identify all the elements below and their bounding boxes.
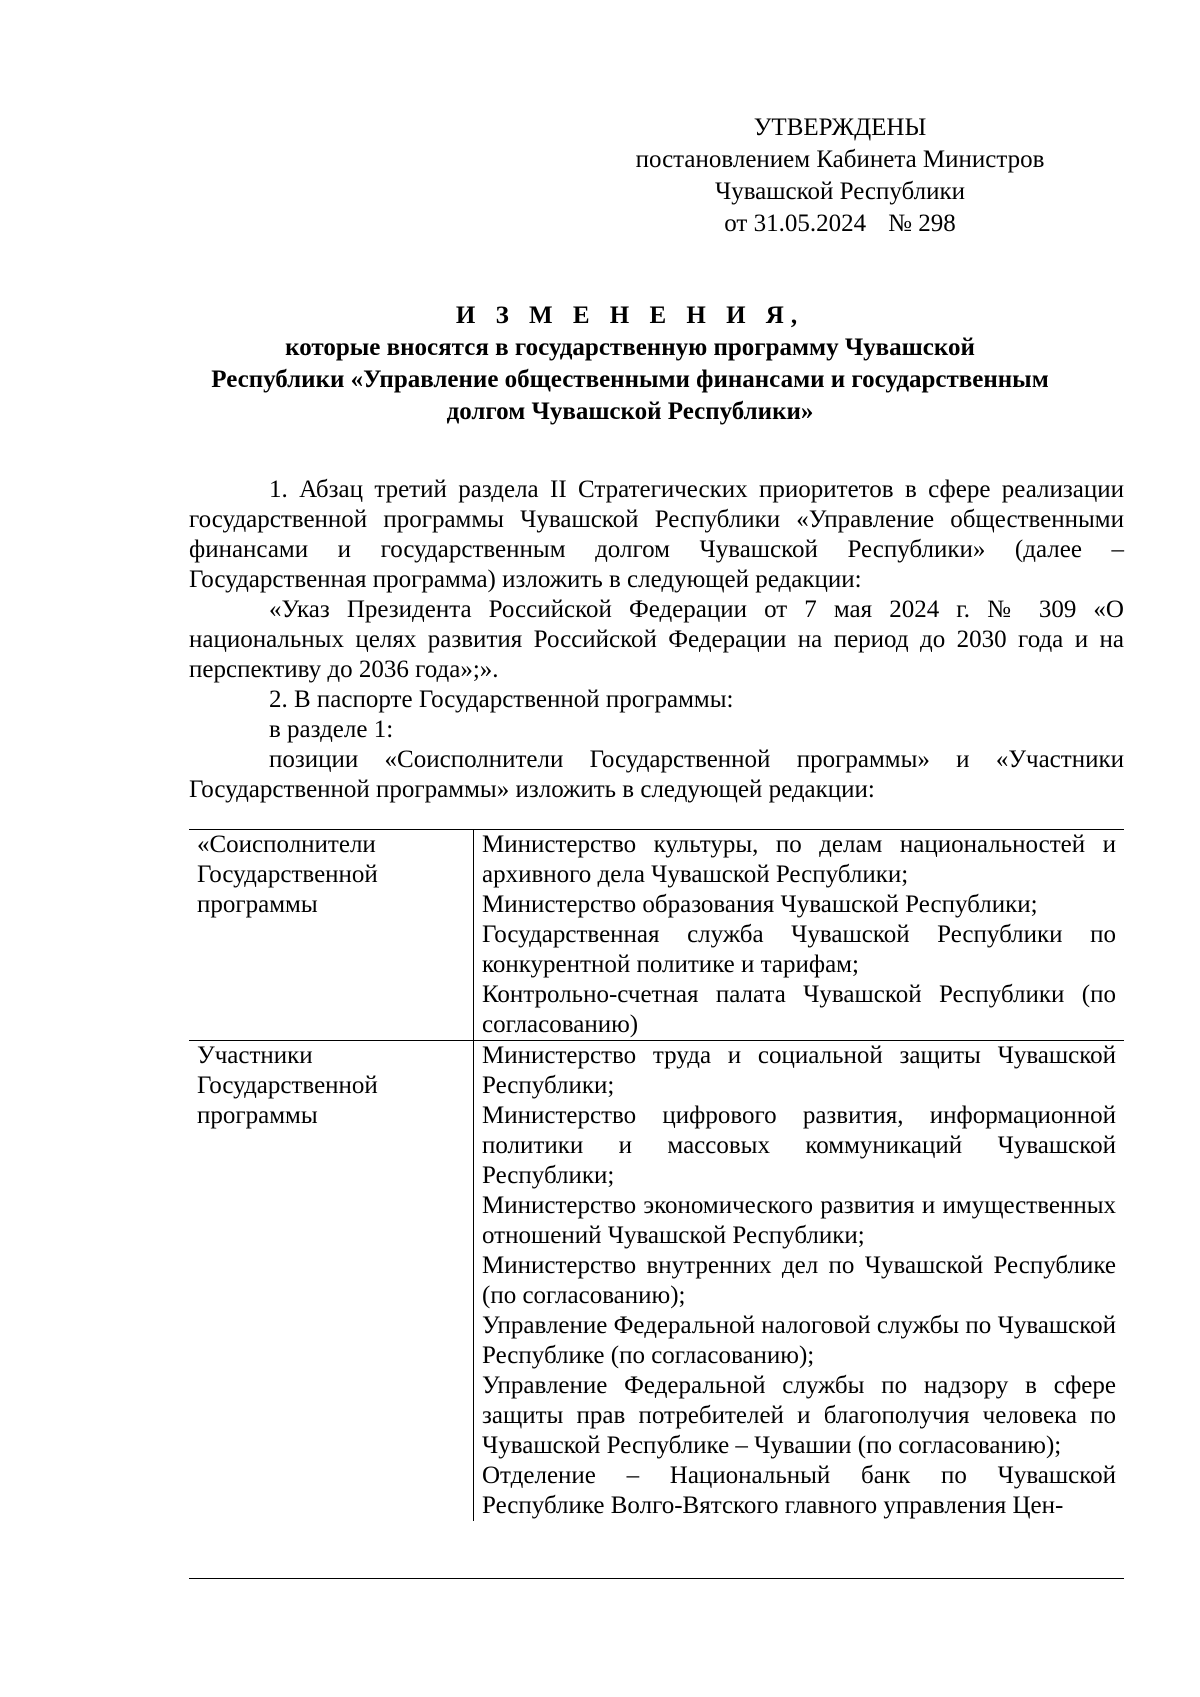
list-item: Управление Федеральной налоговой службы по Чувашской Республике (по согласованию); (482, 1312, 1116, 1369)
paragraph-item-1: 1. Абзац третий раздела II Стратегических приоритетов в сфере реализации государственной программы Чувашской Республики «Управление общественными финансами и государственным долгом Чувашской Республики» (далее – Государственная программа) изложить в следующей редакции: (189, 476, 1124, 593)
approval-date-line (600, 208, 1080, 240)
paragraph-section: в разделе 1: (269, 716, 394, 743)
table-row (189, 1041, 1124, 1522)
approval-issuer: постановлением Кабинета Министров (635, 146, 1045, 173)
approval-number: № 298 (888, 210, 956, 237)
approval-date: от 31.05.2024 (724, 210, 867, 237)
positions-table (189, 829, 1124, 1521)
paragraph-decree-quote: «Указ Президента Российской Федерации от 7 мая 2024 г. № 309 «О национальных целях развития Российской Федерации на период до 2030 года и на перспективу до 2036 года»;». (189, 596, 1124, 683)
title-line-2: Республики «Управление общественными финансами и государственным (211, 366, 1049, 393)
list-item: Министерство цифрового развития, информационной политики и массовых коммуникаций Чувашской Республики; (482, 1102, 1116, 1189)
document-body (189, 475, 1124, 805)
approval-region: Чувашской Республики (714, 178, 966, 205)
list-item: Государственная служба Чувашской Республики по конкурентной политике и тарифам; (482, 921, 1116, 978)
row-content-participants (474, 1041, 1125, 1522)
paragraph-item-2: 2. В паспорте Государственной программы: (269, 686, 734, 713)
document-title (170, 300, 1090, 428)
title-word: И З М Е Н Е Н И Я, (455, 302, 805, 329)
list-item: Министерство экономического развития и имущественных отношений Чувашской Республики; (482, 1192, 1116, 1249)
table-bottom-rule (189, 1578, 1124, 1579)
list-item: Министерство внутренних дел по Чувашской Республике (по согласованию); (482, 1252, 1116, 1309)
title-line-1: которые вносятся в государственную программу Чувашской (285, 334, 975, 361)
list-item: Министерство труда и социальной защиты Чувашской Республики; (482, 1042, 1116, 1099)
approval-heading: УТВЕРЖДЕНЫ (753, 114, 927, 141)
paragraph-positions: позиции «Соисполнители Государственной программы» и «Участники Государственной программы» изложить в следующей редакции: (189, 746, 1124, 803)
approval-stamp (600, 112, 1080, 240)
title-line-3: долгом Чувашской Республики» (446, 398, 814, 425)
list-item: Отделение – Национальный банк по Чувашской Республике Волго-Вятского главного управления Цен- (482, 1462, 1116, 1519)
list-item: Контрольно-счетная палата Чувашской Республики (по согласованию) (482, 981, 1116, 1038)
row-label-coexecutors: «Соисполнители Государственной программы (189, 830, 474, 1041)
row-content-coexecutors (474, 830, 1125, 1041)
list-item: Министерство культуры, по делам национальностей и архивного дела Чувашской Республики; (482, 831, 1116, 888)
list-item: Министерство образования Чувашской Республики; (482, 891, 1038, 918)
row-label-participants: Участники Государственной программы (189, 1041, 474, 1522)
list-item: Управление Федеральной службы по надзору в сфере защиты прав потребителей и благополучия человека по Чувашской Республике – Чувашии (по согласованию); (482, 1372, 1116, 1459)
table-row (189, 830, 1124, 1041)
